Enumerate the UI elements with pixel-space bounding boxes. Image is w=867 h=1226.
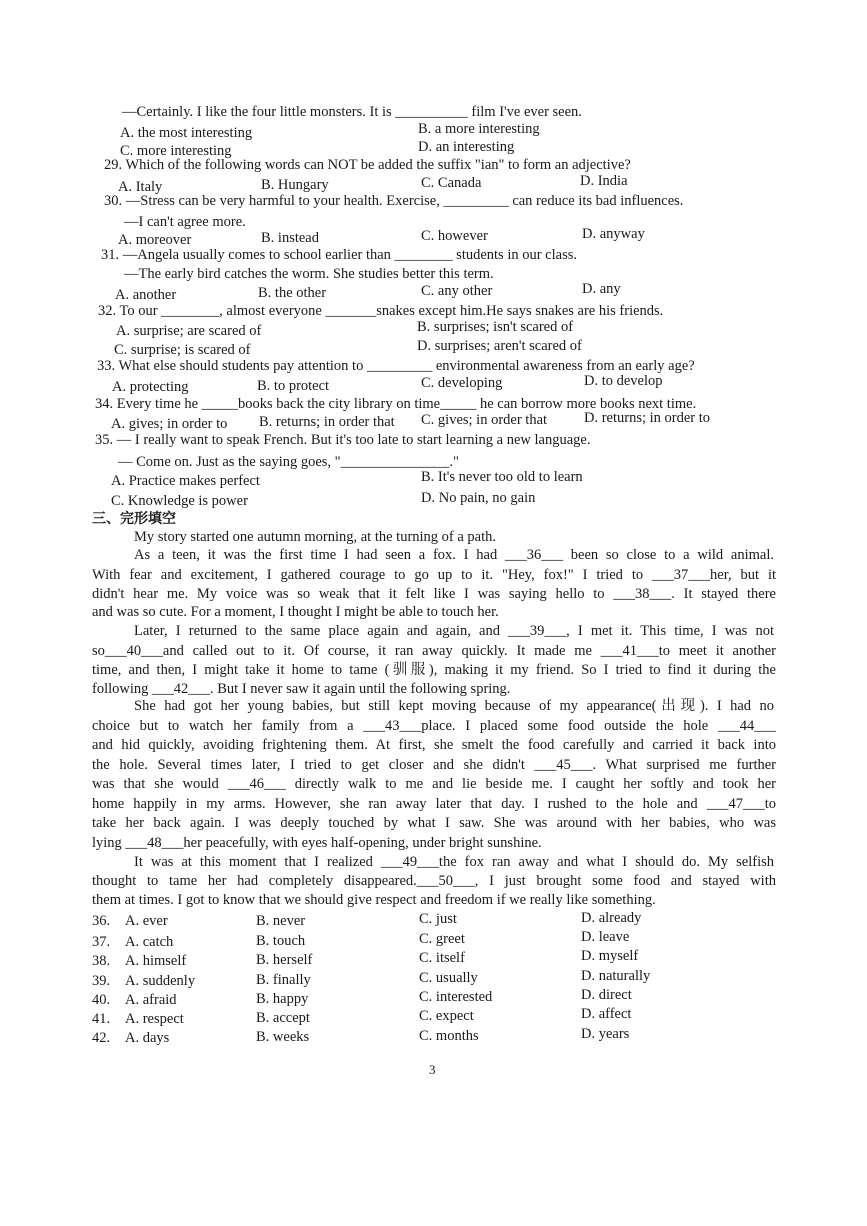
passage-line: was that she would ___46___ directly walk to me and lie beside me. I caught her softly and took her [92, 776, 776, 792]
question-line: 35. — I really want to speak French. But it's too late to start learning a new language. [95, 432, 591, 448]
passage-line: so___40___and called out to it. Of course, it ran away quickly. It made me ___41___to meet it another [92, 643, 776, 659]
choice-c: C. interested [419, 989, 493, 1005]
choice-d: D. direct [581, 987, 632, 1003]
choice-c: C. months [419, 1028, 479, 1044]
passage-line: time, and then, I might take it home to tame (驯服), making it my friend. So I tried to find it during the [92, 662, 776, 678]
option-d: D. No pain, no gain [421, 490, 536, 506]
passage-line: following ___42___. But I never saw it again until the following spring. [92, 681, 511, 697]
choice-b: B. finally [256, 972, 311, 988]
choice-c: C. usually [419, 970, 478, 986]
page-number: 3 [429, 1062, 436, 1077]
choice-number: 36. [92, 913, 111, 929]
passage-line: and hid quickly, avoiding frightening them. At first, she smelt the food carefully and carried it back into [92, 737, 776, 753]
choice-d: D. years [581, 1026, 630, 1042]
choice-b: B. touch [256, 933, 306, 949]
option-b: B. surprises; isn't scared of [417, 319, 574, 335]
question-line: 34. Every time he _____books back the city library on time_____ he can borrow more books next time. [95, 396, 697, 412]
option-a: A. the most interesting [120, 125, 253, 141]
passage-line: lying ___48___her peacefully, with eyes half-opening, under bright sunshine. [92, 835, 542, 851]
choice-b: B. weeks [256, 1029, 310, 1045]
choice-a: A. days [125, 1030, 170, 1046]
option-d: D. returns; in order to [584, 410, 711, 426]
option-d: D. an interesting [418, 139, 515, 155]
passage-line: them at times. I got to know that we should give respect and freedom if we really like something. [92, 892, 656, 908]
option-c: C. surprise; is scared of [114, 342, 251, 358]
option-a: A. Practice makes perfect [111, 473, 260, 489]
option-a: A. gives; in order to [111, 416, 228, 432]
option-b: B. Hungary [261, 177, 329, 193]
passage-line: thought to tame her had completely disappeared.___50___, I just brought some food and stayed with [92, 873, 776, 889]
passage-line: home happily in my arms. However, she ran away later that day. I rushed to the hole and ___47___to [92, 796, 776, 812]
option-b: B. It's never too old to learn [421, 469, 583, 485]
option-b: B. a more interesting [418, 121, 540, 137]
option-a: A. moreover [118, 232, 192, 248]
option-b: B. instead [261, 230, 319, 246]
choice-a: A. ever [125, 913, 168, 929]
choice-c: C. expect [419, 1008, 474, 1024]
option-b: B. the other [258, 285, 327, 301]
choice-c: C. greet [419, 931, 465, 947]
choice-b: B. accept [256, 1010, 310, 1026]
choice-number: 37. [92, 934, 111, 950]
option-d: D. any [582, 281, 621, 297]
option-c: C. gives; in order that [421, 412, 548, 428]
choice-number: 41. [92, 1011, 111, 1027]
option-c: C. more interesting [120, 143, 232, 159]
choice-d: D. leave [581, 929, 630, 945]
option-c: C. Knowledge is power [111, 493, 248, 509]
option-c: C. any other [421, 283, 493, 299]
option-b: B. to protect [257, 378, 330, 394]
option-a: A. protecting [112, 379, 189, 395]
passage-line: didn't hear me. My voice was so weak that it felt like I was saying hello to ___38___. It stayed there [92, 586, 776, 602]
section-heading: 三、完形填空 [92, 511, 176, 527]
choice-d: D. already [581, 910, 642, 926]
option-a: A. Italy [118, 179, 163, 195]
option-c: C. developing [421, 375, 503, 391]
choice-d: D. naturally [581, 968, 651, 984]
choice-number: 40. [92, 992, 111, 1008]
passage-line: take her back again. I was deeply touched by what I saw. She was around with her babies, who was [92, 815, 776, 831]
choice-number: 42. [92, 1030, 111, 1046]
passage-line: Later, I returned to the same place again and again, and ___39___, I met it. This time, I was not [134, 623, 774, 639]
passage-line: and was so cute. For a moment, I thought I might be able to touch her. [92, 604, 499, 620]
choice-a: A. catch [125, 934, 174, 950]
option-d: D. to develop [584, 373, 663, 389]
passage-line: choice but to watch her family from a ___43___place. I placed some food outside the hole ___44___ [92, 718, 776, 734]
question-line: 31. —Angela usually comes to school earlier than ________ students in our class. [101, 247, 577, 263]
passage-line: She had got her young babies, but still kept moving because of my appearance(出现). I had no [134, 698, 774, 714]
passage-line: As a teen, it was the first time I had seen a fox. I had ___36___ been so close to a wild animal. [134, 547, 774, 563]
question-line: —I can't agree more. [124, 214, 246, 230]
option-a: A. surprise; are scared of [116, 323, 262, 339]
choice-a: A. suddenly [125, 973, 196, 989]
choice-a: A. respect [125, 1011, 184, 1027]
choice-a: A. afraid [125, 992, 177, 1008]
choice-number: 39. [92, 973, 111, 989]
option-d: D. India [580, 173, 628, 189]
option-a: A. another [115, 287, 177, 303]
passage-line: With fear and excitement, I gathered courage to go up to it. "Hey, fox!" I tried to ___37___her, but it [92, 567, 776, 583]
choice-number: 38. [92, 953, 111, 969]
choice-d: D. affect [581, 1006, 632, 1022]
choice-b: B. herself [256, 952, 313, 968]
passage-line: My story started one autumn morning, at the turning of a path. [134, 529, 497, 545]
option-b: B. returns; in order that [259, 414, 395, 430]
question-line: 29. Which of the following words can NOT be added the suffix "ian" to form an adjective? [104, 157, 631, 173]
choice-b: B. happy [256, 991, 309, 1007]
option-d: D. anyway [582, 226, 645, 242]
question-line: 32. To our ________, almost everyone _______snakes except him.He says snakes are his friends. [98, 303, 664, 319]
option-c: C. Canada [421, 175, 482, 191]
choice-c: C. itself [419, 950, 465, 966]
option-d: D. surprises; aren't scared of [417, 338, 582, 354]
passage-line: the hole. Several times later, I tried to get closer and she didn't ___45___. What surprised me further [92, 757, 776, 773]
choice-d: D. myself [581, 948, 639, 964]
choice-c: C. just [419, 911, 457, 927]
question-line: — Come on. Just as the saying goes, "_______________." [118, 454, 459, 470]
question-line: 33. What else should students pay attention to _________ environmental awareness from an early age? [97, 358, 695, 374]
question-line: 30. —Stress can be very harmful to your health. Exercise, _________ can reduce its bad influences. [104, 193, 684, 209]
choice-a: A. himself [125, 953, 187, 969]
passage-line: It was at this moment that I realized ___49___the fox ran away and what I should do. My selfish [134, 854, 774, 870]
choice-b: B. never [256, 913, 306, 929]
question-line: —Certainly. I like the four little monsters. It is __________ film I've ever seen. [122, 104, 582, 120]
option-c: C. however [421, 228, 488, 244]
question-line: —The early bird catches the worm. She studies better this term. [124, 266, 494, 282]
